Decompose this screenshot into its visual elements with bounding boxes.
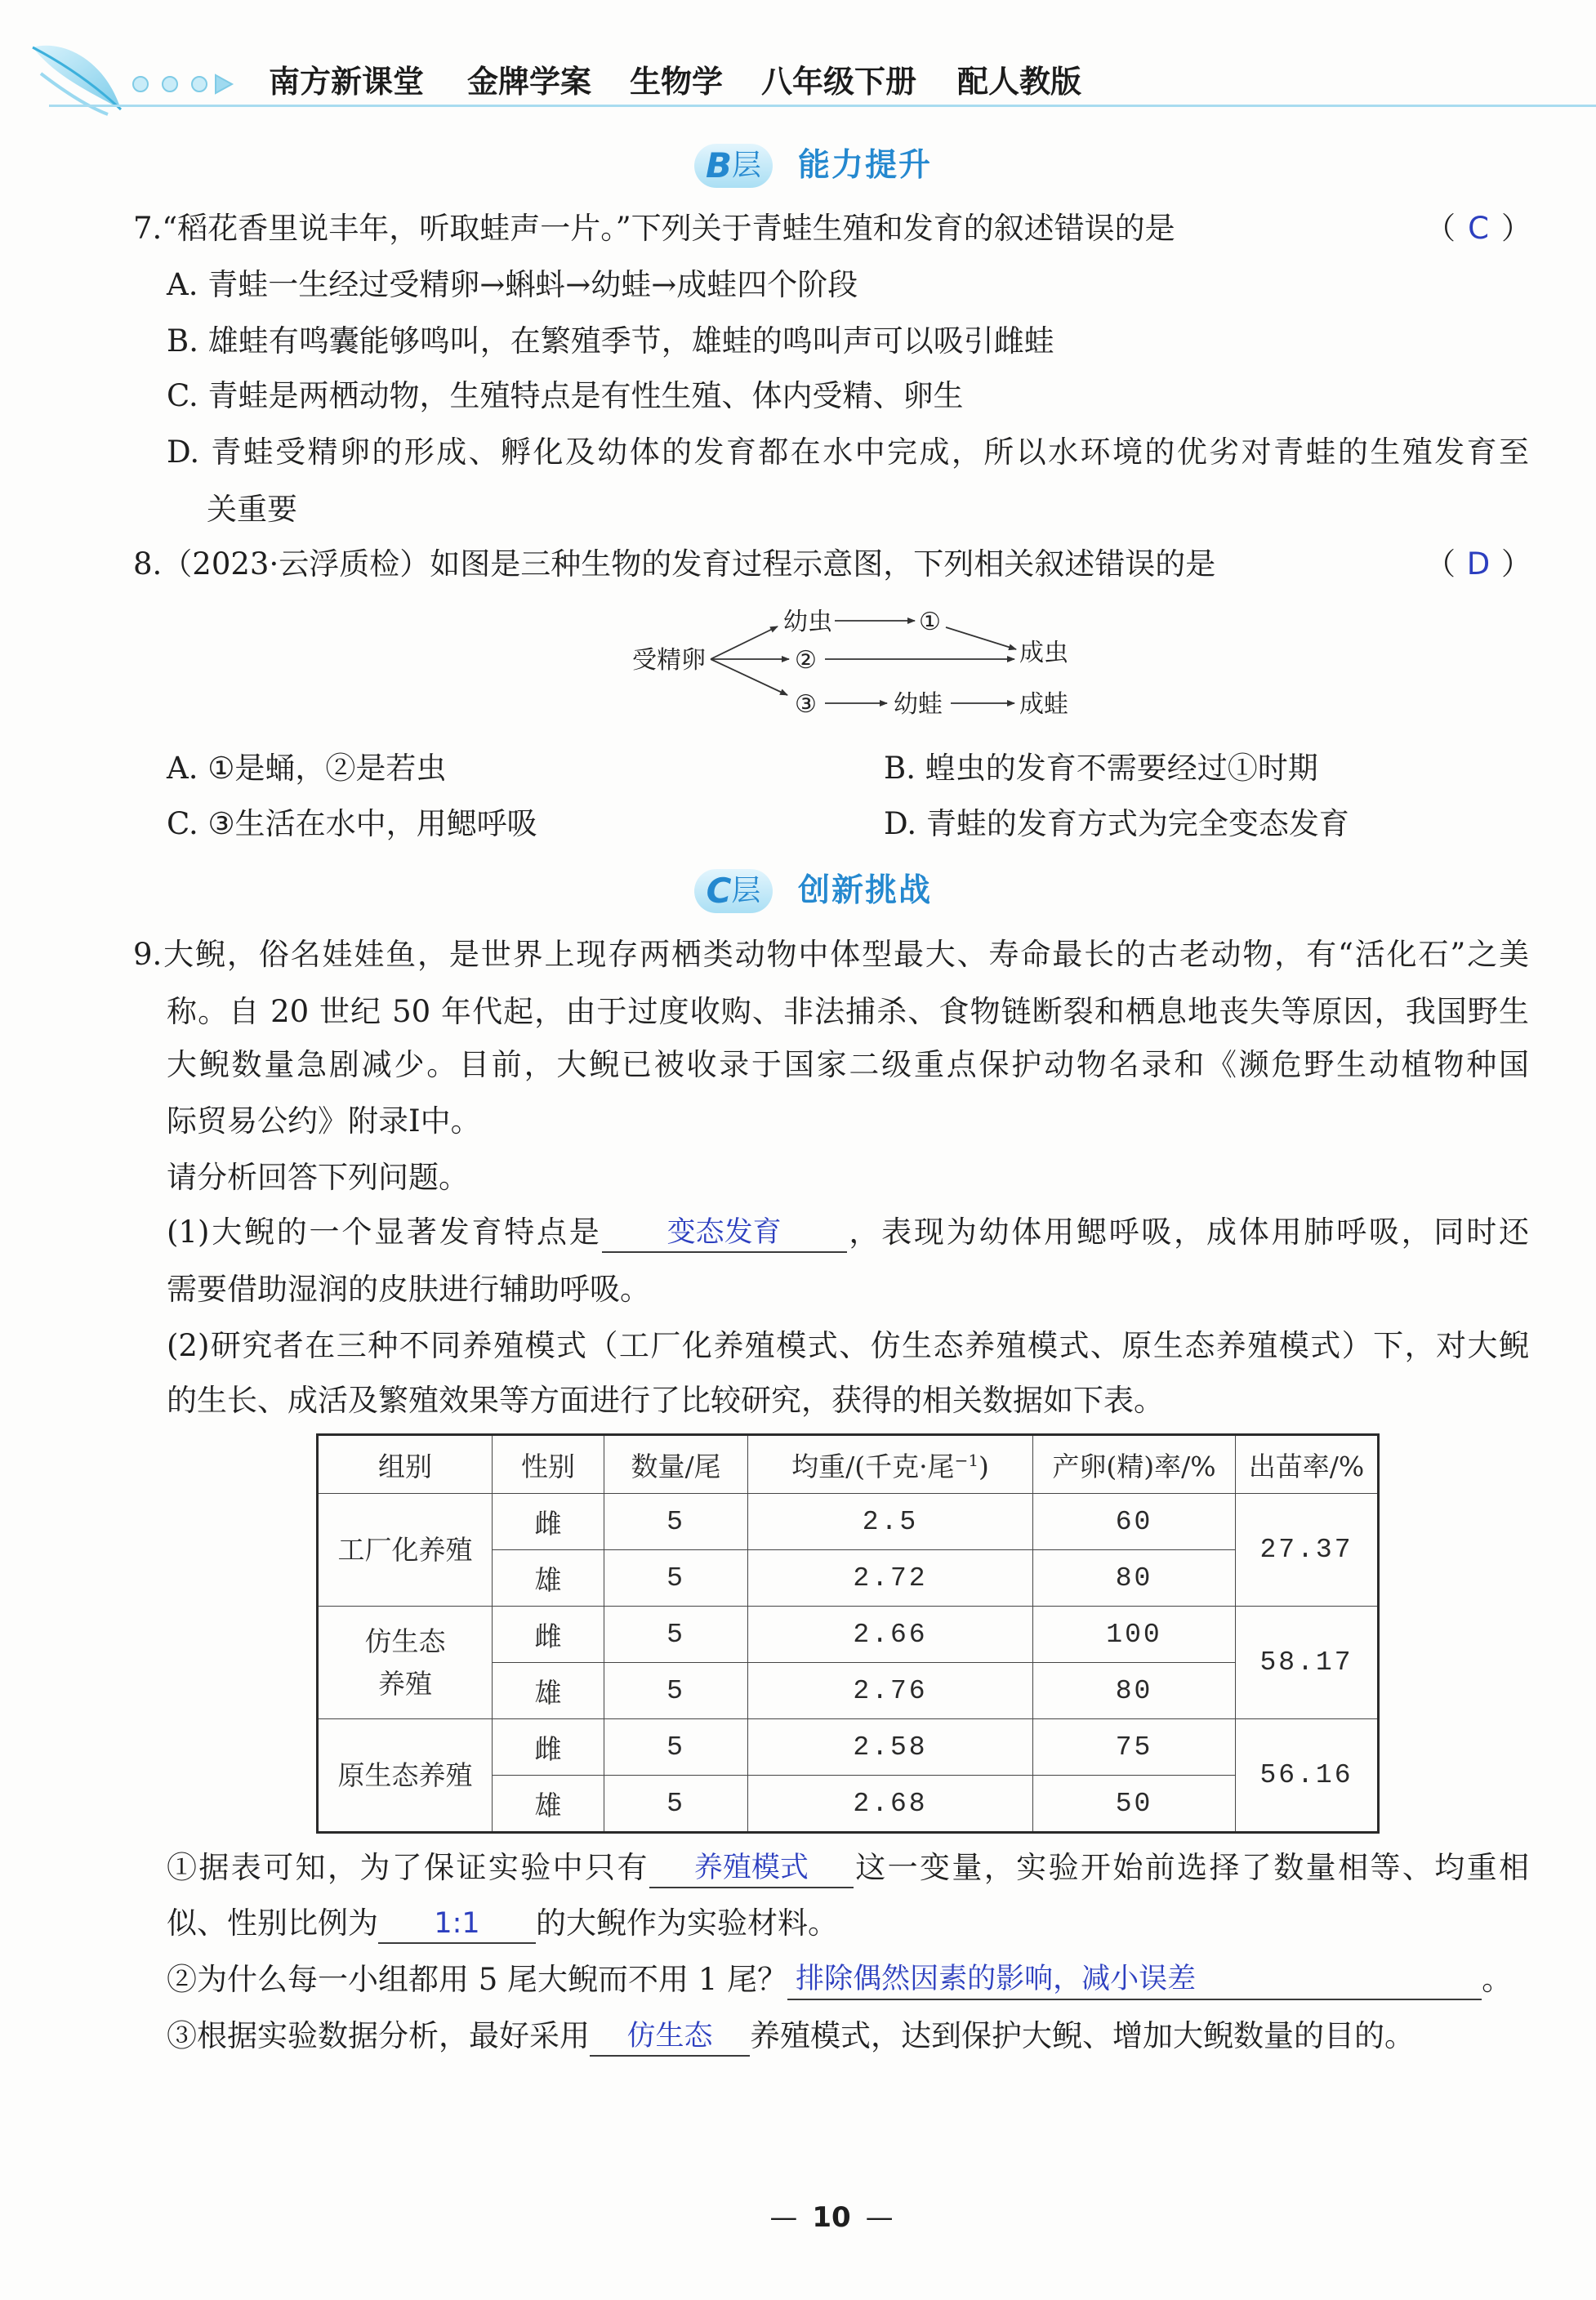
section-b-layer: 层 — [732, 149, 762, 182]
arrow-egg-to-stage-3 — [711, 659, 787, 695]
page-number — [750, 2197, 913, 2238]
table-header-sex: 性别 — [493, 1435, 604, 1494]
section-b-badge — [694, 144, 773, 188]
q7-option-d-continued: 关重要 — [207, 492, 297, 527]
page-dash-right: — — [865, 2201, 894, 2234]
q9-part-1-line-2: 需要借助湿润的皮肤进行辅助呼吸。 — [167, 1272, 650, 1307]
group-name-line: 工厂化养殖 — [337, 1533, 473, 1566]
table-cell-weight: 2.58 — [748, 1719, 1033, 1776]
group-name-line: 原生态养殖 — [337, 1758, 473, 1791]
header-series: 南方新课堂 — [269, 64, 425, 100]
table-cell-emergence: 27.37 — [1236, 1494, 1379, 1607]
section-c-badge — [694, 869, 773, 913]
q7-answer-bracket — [1425, 208, 1531, 249]
data-table — [316, 1433, 1380, 1834]
table-cell-spawn: 80 — [1033, 1550, 1236, 1607]
q8-option-c: C. ③生活在水中，用鳃呼吸 — [167, 806, 537, 841]
q8-bracket-close: ） — [1501, 546, 1531, 582]
table-cell-count: 5 — [604, 1607, 748, 1663]
table-row — [318, 1719, 1379, 1776]
diagram-froglet: 幼蛙 — [894, 690, 943, 719]
q9-part-2-line-2: 的生长、成活及繁殖效果等方面进行了比较研究，获得的相关数据如下表。 — [167, 1383, 1164, 1418]
table-group-name — [318, 1494, 493, 1607]
header-rule — [49, 105, 1596, 107]
table-cell-count: 5 — [604, 1494, 748, 1550]
arrow-stage-1-to-adult — [946, 627, 1016, 649]
development-diagram — [621, 600, 1094, 723]
table-header-count: 数量/尾 — [604, 1435, 748, 1494]
table-header-weight-exponent: −1 — [954, 1450, 979, 1470]
page-number-value: 10 — [812, 2201, 851, 2234]
q9-sub-2-answer: 排除偶然因素的影响，减小误差 — [796, 1963, 1197, 1995]
section-c-title: 创新挑战 — [798, 872, 933, 909]
q9-part-1-blank — [602, 1212, 847, 1253]
table-header-row — [318, 1435, 1379, 1494]
q9-sub-1-line-2 — [167, 1903, 838, 1944]
q8-stem: 8.（2023·云浮质检）如图是三种生物的发育过程示意图，下列相关叙述错误的是 — [133, 546, 1216, 582]
diagram-adult-frog: 成蛙 — [1019, 690, 1068, 719]
table-cell-spawn: 80 — [1033, 1663, 1236, 1719]
q8-answer-bracket — [1425, 544, 1531, 585]
table-cell-count: 5 — [604, 1776, 748, 1833]
section-b-letter: B — [705, 145, 732, 185]
table-cell-weight: 2.5 — [748, 1494, 1033, 1550]
q7-bracket-open: （ — [1425, 211, 1456, 246]
header-subject: 生物学 — [630, 64, 724, 100]
table-row — [318, 1494, 1379, 1550]
q9-sub-3-answer: 仿生态 — [626, 2020, 713, 2053]
diagram-adult-insect: 成虫 — [1019, 639, 1068, 667]
q9-sub-1-answer-1: 养殖模式 — [693, 1852, 809, 1884]
q9-sub-1-answer-2: 1:1 — [434, 1907, 480, 1940]
q7-option-a: A. 青蛙一生经过受精卵→蝌蚪→幼蛙→成蛙四个阶段 — [167, 267, 858, 302]
table-cell-weight: 2.72 — [748, 1550, 1033, 1607]
q9-intro-line-4: 际贸易公约》附录Ⅰ中。 — [167, 1103, 481, 1139]
page-dash-left: — — [769, 2201, 798, 2234]
table-row — [318, 1607, 1379, 1663]
q9-part-1-answer: 变态发育 — [666, 1216, 782, 1249]
q9-sub-1-blank-2 — [378, 1903, 536, 1944]
diagram-larva: 幼虫 — [783, 608, 832, 636]
q9-sub-1-text-d: 的大鲵作为实验材料。 — [536, 1906, 838, 1941]
q9-sub-1-text-c: 似、性别比例为 — [167, 1906, 378, 1941]
q9-sub-1-line-1 — [167, 1848, 1529, 1888]
q9-sub-3-text-b: 养殖模式，达到保护大鲵、增加大鲵数量的目的。 — [750, 2018, 1415, 2053]
table-header-weight-text: 均重/(千克·尾 — [791, 1450, 955, 1482]
diagram-stage-2: ② — [795, 646, 817, 675]
table-cell-count: 5 — [604, 1663, 748, 1719]
diagram-fertilized-egg: 受精卵 — [632, 646, 706, 675]
diagram-stage-3: ③ — [795, 690, 817, 719]
section-c-layer: 层 — [731, 874, 761, 907]
q7-bracket-close: ） — [1501, 211, 1531, 246]
table-cell-count: 5 — [604, 1719, 748, 1776]
q9-sub-2-line — [167, 1959, 1512, 2000]
q8-answer: D — [1466, 546, 1491, 582]
table-cell-spawn: 75 — [1033, 1719, 1236, 1776]
q9-sub-3-blank — [590, 2016, 750, 2057]
table-header-spawn: 产卵(精)率/% — [1033, 1435, 1236, 1494]
q9-prompt: 请分析回答下列问题。 — [167, 1160, 469, 1195]
table-cell-sex: 雌 — [493, 1494, 604, 1550]
q9-intro-line-1: 9.大鲵，俗名娃娃鱼，是世界上现存两栖类动物中体型最大、寿命最长的古老动物，有“活化石”之美 — [133, 937, 1529, 972]
table-cell-weight: 2.66 — [748, 1607, 1033, 1663]
q9-sub-2-text-a: ②为什么每一小组都用 5 尾大鲵而不用 1 尾？ — [167, 1962, 788, 1997]
table-cell-spawn: 100 — [1033, 1607, 1236, 1663]
header-grade: 八年级下册 — [761, 64, 917, 100]
q9-sub-3-text-a: ③根据实验数据分析，最好采用 — [167, 2018, 590, 2053]
table-header-group: 组别 — [318, 1435, 493, 1494]
q9-intro-line-2: 称。自 20 世纪 50 年代起，由于过度收购、非法捕杀、食物链断裂和栖息地丧失等原因，我国野生 — [167, 994, 1529, 1029]
table-cell-sex: 雌 — [493, 1607, 604, 1663]
table-cell-sex: 雄 — [493, 1550, 604, 1607]
table-header-weight-close: ) — [979, 1450, 989, 1482]
q7-answer: C — [1468, 211, 1489, 246]
header-book: 金牌学案 — [467, 64, 592, 100]
dots-icon — [129, 72, 235, 96]
q7-stem: 7.“稻花香里说丰年，听取蛙声一片。”下列关于青蛙生殖和发育的叙述错误的是 — [133, 211, 1175, 246]
table-header-emergence: 出苗率/% — [1236, 1435, 1379, 1494]
table-cell-spawn: 60 — [1033, 1494, 1236, 1550]
arrow-egg-to-larva — [711, 626, 778, 659]
q9-part-2-line-1: (2)研究者在三种不同养殖模式（工厂化养殖模式、仿生态养殖模式、原生态养殖模式）下，对大鲵 — [167, 1328, 1529, 1363]
q9-part-1-text-b: ，表现为幼体用鳃呼吸，成体用肺呼吸，同时还 — [846, 1215, 1529, 1250]
table-group-name — [318, 1719, 493, 1833]
table-header-weight — [748, 1435, 1033, 1494]
q7-option-d: D. 青蛙受精卵的形成、孵化及幼体的发育都在水中完成，所以水环境的优劣对青蛙的生殖发育至 — [167, 435, 1529, 470]
table-cell-sex: 雌 — [493, 1719, 604, 1776]
table-cell-weight: 2.68 — [748, 1776, 1033, 1833]
section-c-letter: C — [706, 871, 732, 911]
q9-part-1-text-a: (1)大鲵的一个显著发育特点是 — [167, 1215, 602, 1250]
table-cell-emergence: 56.16 — [1236, 1719, 1379, 1833]
q7-option-b: B. 雄蛙有鸣囊能够鸣叫，在繁殖季节，雄蛙的鸣叫声可以吸引雌蛙 — [167, 323, 1054, 359]
q8-option-d: D. 青蛙的发育方式为完全变态发育 — [884, 806, 1349, 841]
q9-part-1-line-1 — [167, 1212, 1529, 1253]
q9-sub-1-text-b: 这一变量，实验开始前选择了数量相等、均重相 — [853, 1850, 1530, 1885]
table-cell-sex: 雄 — [493, 1776, 604, 1833]
q9-sub-2-blank — [787, 1959, 1482, 2000]
q9-sub-2-text-b: 。 — [1482, 1962, 1513, 1997]
q9-sub-3-line — [167, 2016, 1415, 2057]
q7-option-c: C. 青蛙是两栖动物，生殖特点是有性生殖、体内受精、卵生 — [167, 378, 964, 413]
q9-sub-1-blank-1 — [649, 1848, 854, 1888]
table-group-name — [318, 1607, 493, 1719]
header-edition: 配人教版 — [957, 64, 1082, 100]
table-cell-emergence: 58.17 — [1236, 1607, 1379, 1719]
table-cell-count: 5 — [604, 1550, 748, 1607]
q9-intro-line-3: 大鲵数量急剧减少。目前，大鲵已被收录于国家二级重点保护动物名录和《濒危野生动植物种国 — [167, 1047, 1529, 1082]
q8-option-b: B. 蝗虫的发育不需要经过①时期 — [884, 751, 1318, 786]
table-cell-weight: 2.76 — [748, 1663, 1033, 1719]
q8-option-a: A. ①是蛹，②是若虫 — [167, 751, 447, 786]
section-b-title: 能力提升 — [798, 147, 933, 184]
table-cell-sex: 雄 — [493, 1663, 604, 1719]
diagram-stage-1: ① — [919, 608, 941, 636]
group-name-line: 养殖 — [378, 1667, 432, 1700]
group-name-line: 仿生态 — [364, 1625, 446, 1657]
q9-sub-1-text-a: ①据表可知，为了保证实验中只有 — [167, 1850, 649, 1885]
q8-bracket-open: （ — [1425, 546, 1456, 582]
table-cell-spawn: 50 — [1033, 1776, 1236, 1833]
